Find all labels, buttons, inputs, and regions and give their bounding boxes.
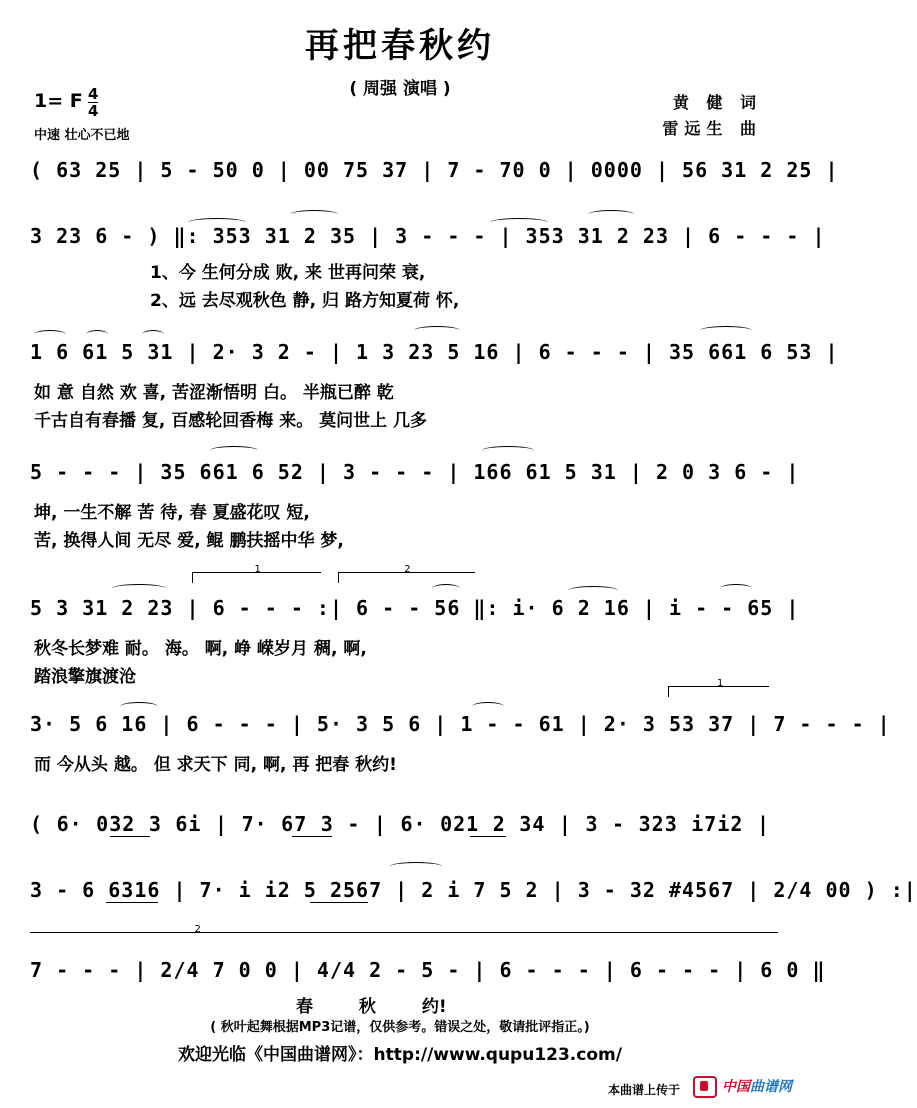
meter-top: 4 <box>88 85 99 103</box>
slur-mark <box>490 218 548 227</box>
logo-icon <box>693 1076 717 1098</box>
score-line-7: ( 6· 032 3 6i | 7· 67 3 - | 6· 021 2 34 | 3 - 323 i7i2 | <box>30 812 770 836</box>
score-line-3: 1 6 61 5 31 | 2· 3 2 - | 1 3 23 5 16 | 6 - - - | 35 661 6 53 | <box>30 340 839 364</box>
lyrics-line-5-verse-2: 踏浪擎旗渡沧 <box>34 667 136 687</box>
triplet-slur-mark <box>390 862 442 871</box>
lyrics-line-2-verse-1: 1、今 生何分成 败, 来 世再问荣 衰, <box>150 263 426 283</box>
beam-underline <box>106 902 158 903</box>
volta-bracket-2 <box>338 564 475 583</box>
volta-2-label: 2 <box>404 564 411 575</box>
logo-text-cn: 中国 <box>722 1079 750 1095</box>
slur-mark <box>142 330 164 339</box>
slur-mark <box>588 210 634 219</box>
slur-mark <box>472 702 504 711</box>
slur-mark <box>482 446 534 455</box>
site-logo[interactable] <box>693 1076 792 1098</box>
lyrics-line-6: 而 今从头 越。 但 求天下 同, 啊, 再 把春 秋约! <box>34 755 397 775</box>
slur-mark <box>188 218 246 227</box>
lyrics-line-5-verse-1: 秋冬长梦难 耐。 海。 啊, 峥 嵘岁月 稠, 啊, <box>34 639 367 659</box>
slur-mark <box>290 210 338 219</box>
slur-mark <box>720 584 752 593</box>
volta-1-label: 1 <box>254 564 261 575</box>
slur-mark <box>568 586 618 595</box>
slur-mark <box>432 584 460 593</box>
beam-underline <box>470 836 506 837</box>
tempo-marking: 中速 壮心不已地 <box>34 128 130 143</box>
lyrics-line-2-verse-2: 2、远 去尽观秋色 静, 归 路方知夏荷 怀, <box>150 291 460 311</box>
performer-subtitle: ( 周强 演唱 ) <box>349 79 451 99</box>
volta-bracket-1 <box>192 564 321 583</box>
lyrics-line-4-verse-2: 苦, 换得人间 无尽 爱, 鲲 鹏扶摇中华 梦, <box>34 531 344 551</box>
slur-mark <box>414 326 460 335</box>
transcription-note: ( 秋叶起舞根据MP3记谱，仅供参考。错误之处，敬请批评指正。) <box>210 1020 590 1035</box>
slur-mark <box>34 330 66 339</box>
score-line-4: 5 - - - | 35 661 6 52 | 3 - - - | 166 61 5 31 | 2 0 3 6 - | <box>30 460 800 484</box>
beam-underline <box>310 902 368 903</box>
lyrics-line-9: 春 秋 约! <box>296 997 447 1017</box>
score-line-9: 7 - - - | 2/4 7 0 0 | 4/4 2 - 5 - | 6 - - - | 6 - - - | 6 0 ‖ <box>30 958 826 982</box>
volta-bracket-1-end <box>668 678 769 697</box>
score-line-8: 3 - 6 6316 | 7· i i2 5 2567 | 2 i 7 5 2 | 3 - 32 #4567 | 2/4 00 ) :| <box>30 878 917 902</box>
lyricist-credit: 黄 健 词 <box>672 93 762 112</box>
key-signature: 1= F <box>34 90 83 112</box>
composer-credit: 雷远生 曲 <box>662 119 762 138</box>
slur-mark <box>700 326 752 335</box>
score-line-2: 3 23 6 - ) ‖: 353 31 2 35 | 3 - - - | 353 31 2 23 | 6 - - - | <box>30 224 826 248</box>
lyrics-line-4-verse-1: 坤, 一生不解 苦 待, 春 夏盛花叹 短, <box>34 503 310 523</box>
lyrics-line-3-verse-2: 千古自有春播 复, 百感轮回香梅 来。 莫问世上 几多 <box>34 411 428 431</box>
score-line-6: 3· 5 6 16 | 6 - - - | 5· 3 5 6 | 1 - - 61 | 2· 3 53 37 | 7 - - - | <box>30 712 891 736</box>
welcome-link[interactable]: 欢迎光临《中国曲谱网》：http://www.qupu123.com/ <box>178 1045 622 1065</box>
logo-text-site: 曲谱网 <box>750 1079 792 1095</box>
score-line-5: 5 3 31 2 23 | 6 - - - :| 6 - - 56 ‖: i· 6 2 16 | i - - 65 | <box>30 596 800 620</box>
volta-2-end-label: 2 <box>194 924 201 935</box>
meter-bottom: 4 <box>88 102 99 120</box>
page-title: 再把春秋约 <box>305 26 495 66</box>
volta-bracket-2-end <box>30 924 778 943</box>
upload-caption: 本曲谱上传于 <box>607 1083 680 1097</box>
time-signature <box>88 86 98 119</box>
beam-underline <box>292 836 332 837</box>
slur-mark <box>112 584 166 593</box>
score-line-1: ( 63 25 | 5 - 50 0 | 00 75 37 | 7 - 70 0 | 0000 | 56 31 2 25 | <box>30 158 839 182</box>
beam-underline <box>110 836 150 837</box>
slur-mark <box>210 446 258 455</box>
slur-mark <box>86 330 108 339</box>
slur-mark <box>120 702 158 711</box>
lyrics-line-3-verse-1: 如 意 自然 欢 喜, 苦涩渐悟明 白。 半瓶已醉 乾 <box>34 383 394 403</box>
volta-1-end-label: 1 <box>717 678 724 689</box>
